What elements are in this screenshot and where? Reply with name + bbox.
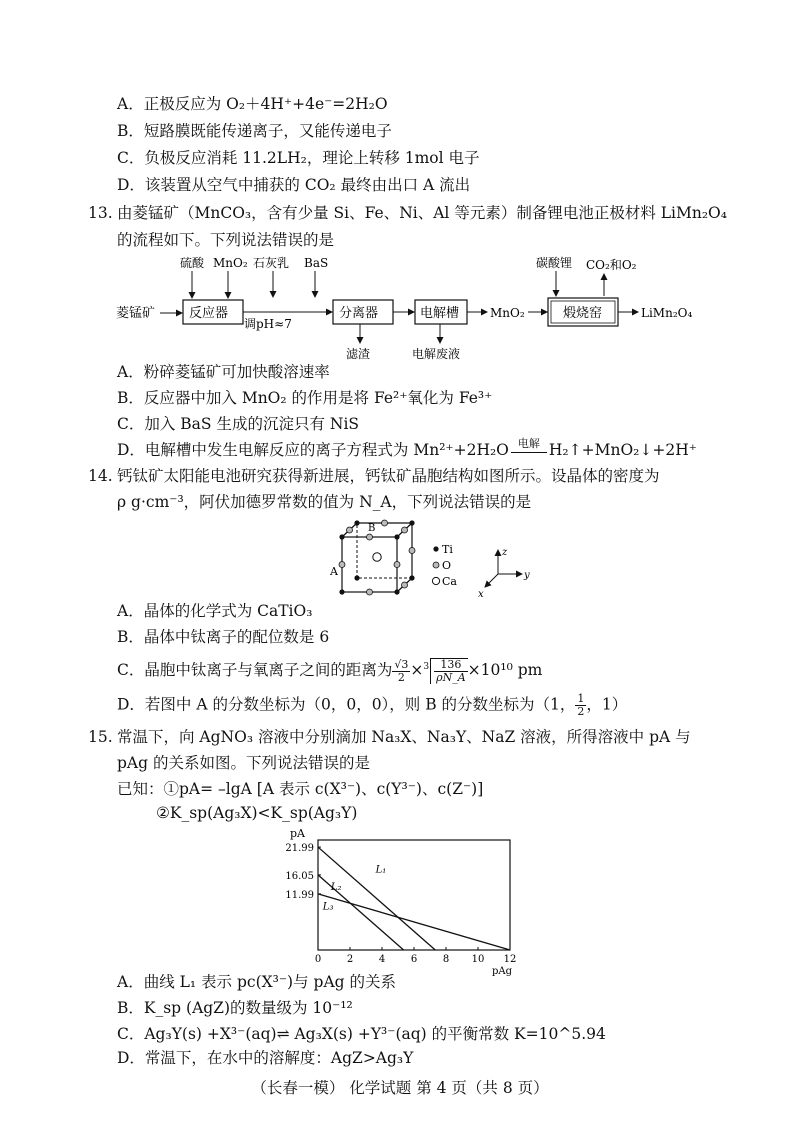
q15-option-a: A．曲线 L₁ 表示 pc(X³⁻)与 pAg 的关系 (117, 973, 397, 991)
q13-option-d (117, 437, 697, 460)
series-line-3 (318, 894, 510, 950)
y-axis-label: pA (290, 827, 305, 840)
q14-option-c-post: ×10¹⁰ pm (467, 661, 543, 679)
flow-reagent-h2so4: 硫酸 (180, 256, 205, 270)
legend-o: O (442, 559, 452, 572)
q14-number: 14. (88, 467, 113, 485)
q14-option-b: B．晶体中钛离子的配位数是 6 (117, 628, 330, 646)
q12-option-d: D．该装置从空气中捕获的 CO₂ 最终由出口 A 流出 (117, 176, 471, 194)
x-tick-label-4: 8 (442, 954, 450, 965)
x-tick-label-2: 4 (378, 954, 386, 965)
flow-separator-label: 分离器 (339, 306, 379, 321)
q13-option-c: C．加入 BaS 生成的沉淀只有 NiS (117, 415, 360, 433)
q12-option-b: B．短路膜既能传递离子，又能传递电子 (117, 122, 392, 140)
x-tick-label-0: 0 (314, 954, 322, 965)
q14-option-c (117, 658, 542, 684)
electrolysis-condition (509, 437, 549, 460)
q15-option-c: C．Ag₃Y(s) +X³⁻(aq)⇌ Ag₃X(s) +Y³⁻(aq) 的平衡常数 K=10^5.94 (117, 1025, 606, 1043)
q13-flow-diagram (110, 255, 710, 367)
flow-reagent-mno2: MnO₂ (213, 256, 248, 270)
q14-option-d-pre: D．若图中 A 的分数坐标为（0，0，0），则 B 的分数坐标为（1， (117, 695, 576, 714)
q13-option-b: B．反应器中加入 MnO₂ 的作用是将 Fe²⁺氧化为 Fe³⁺ (117, 389, 493, 407)
x-axis-label: pAg (492, 966, 513, 976)
q15-known2: ②K_sp(Ag₃X)<K_sp(Ag₃Y) (156, 804, 358, 822)
half-fraction: $\frac{1}{2}$ (577, 692, 585, 718)
x-tick-label-3: 6 (410, 954, 418, 965)
x-tick-label-5: 10 (471, 954, 485, 965)
page-footer: （长春一模） 化学试题 第 4 页（共 8 页） (251, 1079, 549, 1097)
root-index: 3 (423, 661, 430, 672)
q13-stem-line1: 由菱锰矿（MnCO₃，含有少量 Si、Fe、Ni、Al 等元素）制备锂电池正极材料 LiMn₂O₄ (117, 204, 727, 222)
cube-root: $\frac{136}{\rho N\_A}$ (430, 658, 468, 684)
flow-waste-label: 电解废液 (412, 347, 461, 361)
times-sign: × (410, 661, 424, 679)
q15-stem-line2: pAg 的关系如图。下列说法错误的是 (117, 754, 370, 772)
q14-option-d-post: ，1） (586, 695, 628, 714)
flow-product-label: LiMn₂O₄ (641, 306, 693, 320)
x-tick-label-1: 2 (346, 954, 354, 965)
flow-mno2-label: MnO₂ (490, 306, 525, 320)
q13-option-d-pre: D．电解槽中发生电解反应的离子方程式为 Mn²⁺+2H₂O (117, 441, 509, 459)
flow-reactor-label: 反应器 (189, 306, 229, 321)
y-tick-label-0: 11.99 (285, 889, 314, 901)
q13-option-d-post: H₂↑+MnO₂↓+2H⁺ (548, 441, 697, 459)
flow-residue-label: 滤渣 (346, 347, 371, 361)
axis-z-label: z (502, 547, 508, 558)
flow-gases-label: CO₂和O₂ (586, 258, 637, 272)
q14-option-c-pre: C．晶胞中钛离子与氧离子之间的距离为 (117, 661, 393, 679)
q14-stem-line2: ρ g·cm⁻³，阿伏加德罗常数的值为 N_A，下列说法错误的是 (117, 493, 532, 511)
point-b-label: B (368, 523, 376, 534)
flow-cell-label: 电解槽 (420, 306, 460, 321)
flow-kiln-label: 煅烧窑 (563, 306, 603, 321)
series-label-3: L₃ (322, 901, 334, 913)
q15-stem-line1: 常温下，向 AgNO₃ 溶液中分别滴加 Na₃X、Na₃Y、NaZ 溶液，所得溶液中 pA 与 (117, 728, 691, 746)
crystal-cell-figure (330, 517, 590, 605)
q15-option-b: B．K_sp (AgZ)的数量级为 10⁻¹² (117, 999, 353, 1017)
x-tick-label-6: 12 (503, 954, 517, 965)
q15-number: 15. (88, 728, 113, 746)
ca-atom (373, 553, 381, 561)
axis-y-label: y (524, 570, 530, 581)
electrolysis-label: 电解 (517, 437, 540, 450)
y-tick-label-1: 16.05 (285, 870, 314, 882)
flow-reagent-bas: BaS (304, 256, 329, 270)
axis-x-label: x (478, 589, 484, 600)
q12-option-a: A．正极反应为 O₂＋4H⁺+4e⁻=2H₂O (117, 95, 388, 113)
q15-known1: 已知：①pA= –lgA [A 表示 c(X³⁻)、c(Y³⁻)、c(Z⁻)] (117, 780, 484, 798)
q12-option-c: C．负极反应消耗 11.2LH₂，理论上转移 1mol 电子 (117, 149, 480, 167)
pa-pag-chart (268, 826, 528, 976)
q13-option-a: A．粉碎菱锰矿可加快酸溶速率 (117, 363, 330, 381)
flow-reagent-lime: 石灰乳 (253, 256, 290, 270)
q15-option-d: D．常温下，在水中的溶解度：AgZ>Ag₃Y (117, 1049, 414, 1067)
legend-ca: Ca (442, 575, 457, 588)
flow-ph-note: 调pH≈7 (244, 317, 292, 331)
sqrt3-over-2: $\frac{√3}{2}$ (394, 657, 409, 684)
q13-stem-line2: 的流程如下。下列说法错误的是 (117, 231, 335, 249)
legend-ti: Ti (442, 543, 453, 556)
q14-stem-line1: 钙钛矿太阳能电池研究获得新进展，钙钛矿晶胞结构如图所示。设晶体的密度为 (117, 467, 660, 485)
series-label-1: L₁ (375, 864, 387, 876)
q13-number: 13. (88, 204, 113, 222)
series-label-2: L₂ (330, 882, 342, 894)
chart-frame (318, 840, 510, 950)
point-a-label: A (330, 565, 338, 578)
y-tick-label-2: 21.99 (285, 843, 314, 855)
flow-li2co3-label: 碳酸锂 (536, 256, 573, 270)
q14-option-a: A．晶体的化学式为 CaTiO₃ (117, 602, 313, 620)
flow-raw-label: 菱锰矿 (116, 306, 156, 321)
q14-option-d (117, 693, 627, 718)
